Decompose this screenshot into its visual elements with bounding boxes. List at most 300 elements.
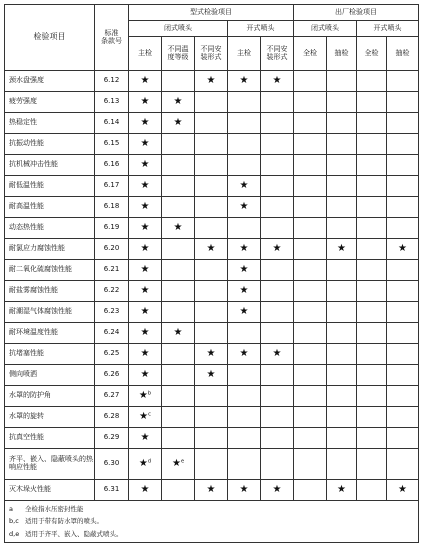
row-cell bbox=[195, 155, 228, 176]
row-cell bbox=[228, 155, 261, 176]
row-clause: 6.20 bbox=[95, 239, 129, 260]
row-item-label: 耐高温性能 bbox=[5, 197, 95, 218]
row-item-label: 热稳定性 bbox=[5, 113, 95, 134]
row-cell bbox=[387, 113, 419, 134]
star-mark: ★ bbox=[173, 222, 183, 233]
row-cell bbox=[294, 407, 327, 428]
star-mark: ★ bbox=[140, 96, 150, 107]
star-mark: ★ bbox=[173, 327, 183, 338]
row-cell bbox=[261, 449, 294, 480]
notes-cell bbox=[5, 501, 419, 543]
table-row bbox=[5, 134, 419, 155]
header-open-type: 开式喷头 bbox=[228, 21, 294, 37]
row-cell bbox=[357, 92, 387, 113]
row-clause: 6.17 bbox=[95, 176, 129, 197]
row-cell bbox=[327, 92, 357, 113]
row-cell bbox=[261, 113, 294, 134]
star-mark: ★ bbox=[239, 75, 249, 86]
row-cell bbox=[261, 71, 294, 92]
star-mark: ★ bbox=[140, 138, 150, 149]
footnote-text: 全检指水压密封性能 bbox=[25, 505, 84, 513]
star-mark: ★ bbox=[140, 264, 150, 275]
row-cell bbox=[261, 407, 294, 428]
row-cell bbox=[327, 428, 357, 449]
table-row bbox=[5, 113, 419, 134]
footnote-text: 适用于带有防水罩的喷头。 bbox=[25, 517, 103, 526]
row-cell bbox=[294, 176, 327, 197]
row-cell bbox=[357, 365, 387, 386]
row-cell bbox=[162, 239, 195, 260]
table-row bbox=[5, 407, 419, 428]
row-cell bbox=[327, 365, 357, 386]
star-mark: ★ bbox=[140, 75, 150, 86]
row-cell bbox=[129, 386, 162, 407]
star-mark: ★ bbox=[206, 484, 216, 495]
star-mark: ★ bbox=[398, 243, 407, 254]
row-cell bbox=[195, 71, 228, 92]
row-item-label: 抗振动性能 bbox=[5, 134, 95, 155]
table-row bbox=[5, 386, 419, 407]
row-clause: 6.15 bbox=[95, 134, 129, 155]
row-cell bbox=[261, 260, 294, 281]
row-item-label: 灭木垛火性能 bbox=[5, 480, 95, 501]
row-cell bbox=[327, 71, 357, 92]
row-cell bbox=[228, 407, 261, 428]
row-cell bbox=[261, 239, 294, 260]
star-mark: ★ bbox=[138, 390, 148, 401]
row-cell bbox=[129, 155, 162, 176]
row-cell bbox=[387, 323, 419, 344]
star-mark: ★ bbox=[239, 285, 249, 296]
row-cell bbox=[195, 365, 228, 386]
row-clause: 6.31 bbox=[95, 480, 129, 501]
table-row bbox=[5, 218, 419, 239]
header-open-factory: 开式喷头 bbox=[357, 21, 419, 37]
row-item-label: 耐盐雾腐蚀性能 bbox=[5, 281, 95, 302]
row-cell bbox=[357, 218, 387, 239]
row-cell bbox=[261, 428, 294, 449]
row-cell bbox=[129, 344, 162, 365]
table-row bbox=[5, 449, 419, 480]
row-cell bbox=[228, 113, 261, 134]
row-clause: 6.30 bbox=[95, 449, 129, 480]
star-mark: ★ bbox=[239, 264, 249, 275]
row-cell bbox=[357, 386, 387, 407]
row-clause: 6.13 bbox=[95, 92, 129, 113]
row-cell bbox=[228, 176, 261, 197]
row-item-label: 耐二氧化硫腐蚀性能 bbox=[5, 260, 95, 281]
row-cell bbox=[294, 260, 327, 281]
row-cell bbox=[195, 197, 228, 218]
row-item-label: 颈水盘强度 bbox=[5, 71, 95, 92]
row-cell bbox=[228, 386, 261, 407]
star-mark: ★ bbox=[140, 180, 150, 191]
row-cell bbox=[387, 386, 419, 407]
row-cell bbox=[294, 239, 327, 260]
row-cell bbox=[162, 344, 195, 365]
row-cell bbox=[387, 344, 419, 365]
row-cell bbox=[162, 323, 195, 344]
row-cell bbox=[195, 386, 228, 407]
header-closed-factory: 闭式喷头 bbox=[294, 21, 357, 37]
row-cell bbox=[327, 281, 357, 302]
row-cell bbox=[327, 344, 357, 365]
row-cell bbox=[228, 365, 261, 386]
row-cell bbox=[129, 260, 162, 281]
footnote-marker: c bbox=[148, 411, 151, 418]
row-cell bbox=[357, 71, 387, 92]
star-mark: ★ bbox=[239, 306, 249, 317]
row-clause: 6.22 bbox=[95, 281, 129, 302]
row-cell bbox=[327, 134, 357, 155]
table-row bbox=[5, 92, 419, 113]
row-cell bbox=[387, 71, 419, 92]
star-mark: ★ bbox=[239, 484, 249, 495]
row-cell bbox=[387, 239, 419, 260]
row-cell bbox=[387, 134, 419, 155]
row-clause: 6.24 bbox=[95, 323, 129, 344]
header-diff-install-open: 不同安 装形式 bbox=[261, 37, 294, 71]
row-cell bbox=[228, 428, 261, 449]
star-mark: ★ bbox=[206, 75, 216, 86]
star-mark: ★ bbox=[140, 432, 150, 443]
row-item-label: 抗堵塞性能 bbox=[5, 344, 95, 365]
row-cell bbox=[228, 197, 261, 218]
row-item-label: 耐环境温度性能 bbox=[5, 323, 95, 344]
row-cell bbox=[327, 386, 357, 407]
row-cell bbox=[294, 113, 327, 134]
star-mark: ★ bbox=[139, 411, 149, 422]
row-clause: 6.23 bbox=[95, 302, 129, 323]
star-mark: ★ bbox=[140, 369, 150, 380]
row-cell bbox=[228, 239, 261, 260]
row-clause: 6.21 bbox=[95, 260, 129, 281]
row-cell bbox=[327, 407, 357, 428]
row-cell bbox=[357, 155, 387, 176]
row-cell bbox=[294, 365, 327, 386]
row-cell bbox=[327, 302, 357, 323]
row-cell bbox=[261, 344, 294, 365]
row-cell bbox=[387, 428, 419, 449]
header-full-closed: 全检 bbox=[294, 37, 327, 71]
row-cell bbox=[327, 113, 357, 134]
row-cell bbox=[195, 480, 228, 501]
row-cell bbox=[162, 218, 195, 239]
row-clause: 6.18 bbox=[95, 197, 129, 218]
row-cell bbox=[228, 449, 261, 480]
row-cell bbox=[129, 134, 162, 155]
header-factory-test: 出厂检验项目 bbox=[294, 5, 419, 21]
star-mark: ★ bbox=[173, 96, 183, 107]
row-clause: 6.26 bbox=[95, 365, 129, 386]
row-clause: 6.27 bbox=[95, 386, 129, 407]
row-cell bbox=[228, 480, 261, 501]
footnote-key: a bbox=[9, 505, 13, 513]
row-cell bbox=[195, 344, 228, 365]
row-cell bbox=[261, 480, 294, 501]
row-cell bbox=[294, 302, 327, 323]
row-cell bbox=[162, 134, 195, 155]
star-mark: ★ bbox=[239, 348, 249, 359]
table-row bbox=[5, 260, 419, 281]
row-cell bbox=[261, 365, 294, 386]
header-closed-type: 闭式喷头 bbox=[129, 21, 228, 37]
star-mark: ★ bbox=[171, 458, 181, 469]
row-cell bbox=[327, 155, 357, 176]
row-cell bbox=[327, 260, 357, 281]
row-cell bbox=[129, 92, 162, 113]
header-main-open: 主检 bbox=[228, 37, 261, 71]
header-main-closed: 主检 bbox=[129, 37, 162, 71]
row-cell bbox=[294, 134, 327, 155]
footnote bbox=[9, 503, 414, 515]
row-cell bbox=[357, 260, 387, 281]
table-row bbox=[5, 239, 419, 260]
row-cell bbox=[261, 323, 294, 344]
row-cell bbox=[387, 365, 419, 386]
row-item-label: 齐平、嵌入、隐蔽喷头的热响应性能 bbox=[5, 449, 95, 480]
header-diff-temp: 不同温 度等级 bbox=[162, 37, 195, 71]
row-cell bbox=[261, 134, 294, 155]
row-item-label: 水罩的旋转 bbox=[5, 407, 95, 428]
row-cell bbox=[357, 176, 387, 197]
star-mark: ★ bbox=[173, 117, 183, 128]
row-cell bbox=[327, 197, 357, 218]
row-cell bbox=[357, 480, 387, 501]
table-row bbox=[5, 302, 419, 323]
row-cell bbox=[357, 197, 387, 218]
row-cell bbox=[327, 239, 357, 260]
header-sample-closed: 抽检 bbox=[327, 37, 357, 71]
row-cell bbox=[129, 449, 162, 480]
row-cell bbox=[357, 323, 387, 344]
row-clause: 6.19 bbox=[95, 218, 129, 239]
row-cell bbox=[327, 218, 357, 239]
row-cell bbox=[162, 197, 195, 218]
row-cell bbox=[162, 386, 195, 407]
row-cell bbox=[228, 344, 261, 365]
row-cell bbox=[357, 281, 387, 302]
row-cell bbox=[387, 197, 419, 218]
row-cell bbox=[129, 218, 162, 239]
header-clause: 标准 条款号 bbox=[95, 5, 129, 71]
row-cell bbox=[228, 92, 261, 113]
row-cell bbox=[195, 302, 228, 323]
row-cell bbox=[129, 323, 162, 344]
row-cell bbox=[294, 281, 327, 302]
row-cell bbox=[162, 407, 195, 428]
row-item-label: 动态热性能 bbox=[5, 218, 95, 239]
star-mark: ★ bbox=[398, 484, 407, 495]
row-cell bbox=[195, 428, 228, 449]
row-cell bbox=[195, 323, 228, 344]
row-cell bbox=[387, 407, 419, 428]
row-cell bbox=[387, 480, 419, 501]
row-cell bbox=[228, 302, 261, 323]
row-cell bbox=[387, 281, 419, 302]
row-clause: 6.29 bbox=[95, 428, 129, 449]
star-mark: ★ bbox=[337, 243, 346, 254]
star-mark: ★ bbox=[140, 285, 150, 296]
star-mark: ★ bbox=[138, 458, 148, 469]
row-cell bbox=[228, 323, 261, 344]
row-cell bbox=[357, 407, 387, 428]
row-item-label: 抗真空性能 bbox=[5, 428, 95, 449]
star-mark: ★ bbox=[140, 222, 150, 233]
star-mark: ★ bbox=[239, 243, 249, 254]
row-cell bbox=[129, 302, 162, 323]
row-cell bbox=[261, 176, 294, 197]
inspection-table bbox=[4, 4, 419, 543]
row-cell bbox=[228, 134, 261, 155]
row-cell bbox=[162, 428, 195, 449]
header-full-open: 全检 bbox=[357, 37, 387, 71]
footnote bbox=[9, 528, 414, 540]
notes-row bbox=[5, 501, 419, 543]
row-clause: 6.12 bbox=[95, 71, 129, 92]
star-mark: ★ bbox=[206, 243, 216, 254]
row-cell bbox=[294, 449, 327, 480]
row-clause: 6.28 bbox=[95, 407, 129, 428]
star-mark: ★ bbox=[140, 484, 150, 495]
star-mark: ★ bbox=[140, 243, 150, 254]
table-row bbox=[5, 176, 419, 197]
table-row bbox=[5, 480, 419, 501]
row-cell bbox=[195, 281, 228, 302]
row-cell bbox=[294, 71, 327, 92]
row-cell bbox=[294, 480, 327, 501]
row-cell bbox=[162, 281, 195, 302]
row-clause: 6.25 bbox=[95, 344, 129, 365]
table-row bbox=[5, 155, 419, 176]
row-cell bbox=[261, 281, 294, 302]
table-row bbox=[5, 281, 419, 302]
footnote-marker: e bbox=[180, 458, 185, 465]
row-cell bbox=[195, 239, 228, 260]
row-cell bbox=[162, 176, 195, 197]
row-cell bbox=[294, 386, 327, 407]
table-row bbox=[5, 365, 419, 386]
star-mark: ★ bbox=[239, 201, 249, 212]
row-cell bbox=[129, 113, 162, 134]
star-mark: ★ bbox=[140, 327, 150, 338]
footnote-text: 适用于齐平、嵌入、隐蔽式喷头。 bbox=[25, 529, 123, 538]
row-cell bbox=[294, 155, 327, 176]
row-cell bbox=[162, 302, 195, 323]
row-cell bbox=[387, 92, 419, 113]
row-cell bbox=[261, 302, 294, 323]
header-type-test: 型式检验项目 bbox=[129, 5, 294, 21]
row-item-label: 耐潮湿气体腐蚀性能 bbox=[5, 302, 95, 323]
row-item-label: 耐低温性能 bbox=[5, 176, 95, 197]
row-cell bbox=[228, 218, 261, 239]
star-mark: ★ bbox=[140, 306, 150, 317]
row-clause: 6.14 bbox=[95, 113, 129, 134]
star-mark: ★ bbox=[206, 348, 216, 359]
row-cell bbox=[294, 428, 327, 449]
table-row bbox=[5, 71, 419, 92]
table-row bbox=[5, 197, 419, 218]
footnote bbox=[9, 515, 414, 527]
row-cell bbox=[387, 449, 419, 480]
row-cell bbox=[195, 113, 228, 134]
row-cell bbox=[294, 344, 327, 365]
star-mark: ★ bbox=[272, 75, 282, 86]
row-cell bbox=[195, 449, 228, 480]
star-mark: ★ bbox=[239, 180, 249, 191]
header-item: 检验项目 bbox=[5, 5, 95, 71]
row-cell bbox=[162, 480, 195, 501]
row-cell bbox=[294, 323, 327, 344]
row-cell bbox=[129, 428, 162, 449]
table-row bbox=[5, 428, 419, 449]
row-cell bbox=[195, 218, 228, 239]
row-cell bbox=[327, 480, 357, 501]
row-cell bbox=[129, 480, 162, 501]
row-item-label: 疲劳强度 bbox=[5, 92, 95, 113]
row-cell bbox=[261, 386, 294, 407]
header-sample-open: 抽检 bbox=[387, 37, 419, 71]
row-cell bbox=[261, 155, 294, 176]
star-mark: ★ bbox=[140, 201, 150, 212]
row-cell bbox=[327, 323, 357, 344]
row-cell bbox=[195, 260, 228, 281]
footnote-marker: b bbox=[147, 390, 152, 397]
star-mark: ★ bbox=[272, 348, 282, 359]
star-mark: ★ bbox=[206, 369, 216, 380]
row-cell bbox=[261, 218, 294, 239]
row-cell bbox=[357, 449, 387, 480]
row-cell bbox=[162, 71, 195, 92]
row-cell bbox=[387, 302, 419, 323]
row-cell bbox=[357, 239, 387, 260]
star-mark: ★ bbox=[140, 159, 150, 170]
header-diff-install-closed: 不同安 装形式 bbox=[195, 37, 228, 71]
row-cell bbox=[294, 197, 327, 218]
row-cell bbox=[387, 260, 419, 281]
row-clause: 6.16 bbox=[95, 155, 129, 176]
row-cell bbox=[327, 176, 357, 197]
star-mark: ★ bbox=[272, 484, 282, 495]
footnote-key: d,e bbox=[9, 529, 20, 538]
row-cell bbox=[357, 302, 387, 323]
row-cell bbox=[195, 176, 228, 197]
row-cell bbox=[357, 113, 387, 134]
row-cell bbox=[162, 449, 195, 480]
row-cell bbox=[261, 92, 294, 113]
row-cell bbox=[228, 260, 261, 281]
row-cell bbox=[387, 218, 419, 239]
star-mark: ★ bbox=[140, 348, 150, 359]
row-cell bbox=[357, 134, 387, 155]
footnote-key: b,c bbox=[9, 517, 19, 526]
row-cell bbox=[129, 281, 162, 302]
row-item-label: 侧向喷洒 bbox=[5, 365, 95, 386]
footnote-marker: d bbox=[147, 458, 152, 465]
row-cell bbox=[129, 365, 162, 386]
row-cell bbox=[162, 260, 195, 281]
star-mark: ★ bbox=[140, 117, 150, 128]
row-cell bbox=[387, 176, 419, 197]
row-cell bbox=[195, 407, 228, 428]
row-cell bbox=[129, 176, 162, 197]
row-cell bbox=[357, 344, 387, 365]
row-cell bbox=[294, 92, 327, 113]
row-cell bbox=[162, 365, 195, 386]
row-cell bbox=[387, 155, 419, 176]
row-item-label: 抗机械冲击性能 bbox=[5, 155, 95, 176]
row-cell bbox=[129, 197, 162, 218]
